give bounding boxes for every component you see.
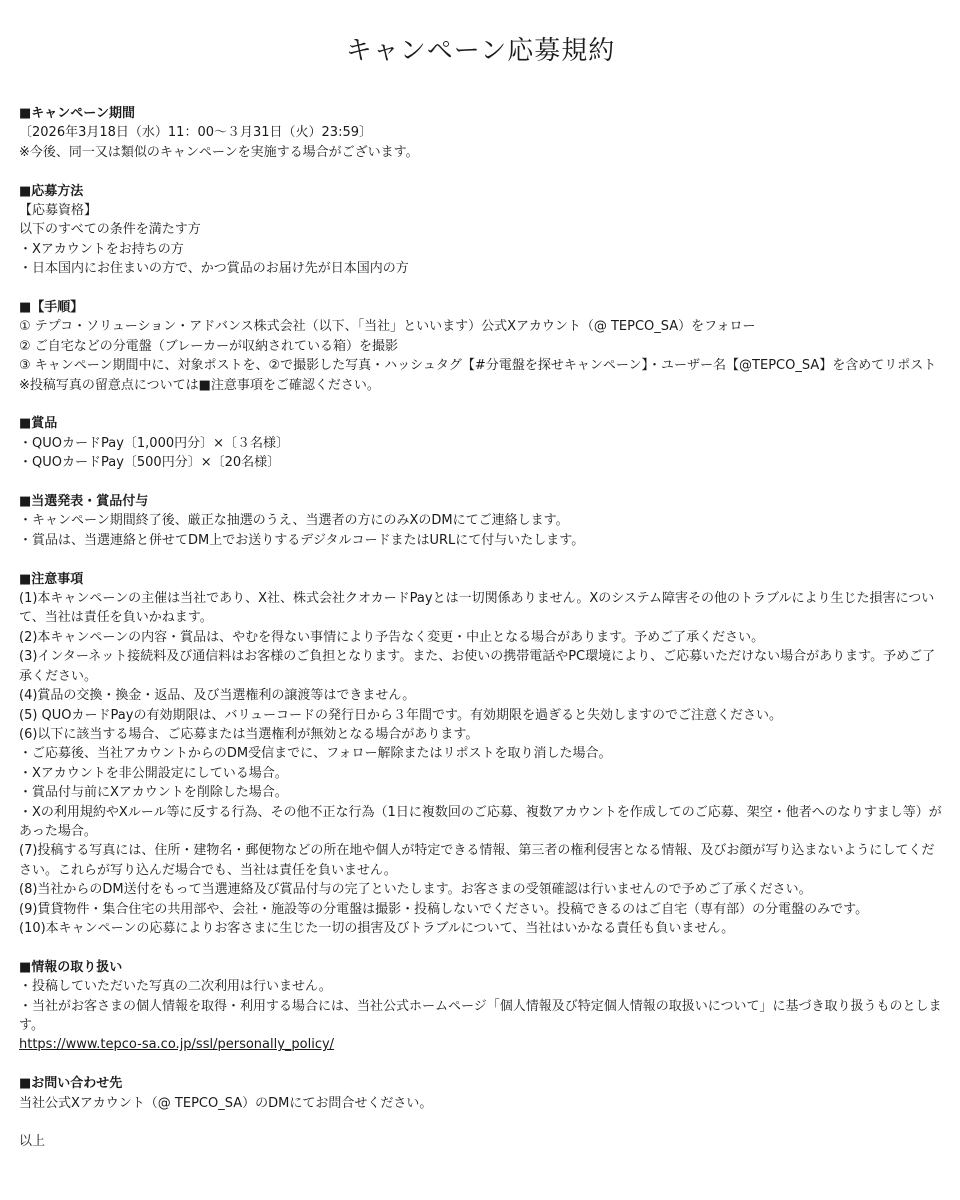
section-heading: ■応募方法 [19,183,84,199]
text-line: ① テプコ・ソリューション・アドバンス株式会社（以下、「当社」といいます）公式Xアカウント（@ TEPCO_SA）をフォロー [19,319,756,335]
text-line: ・ご応募後、当社アカウントからのDM受信までに、フォロー解除またはリポストを取り消した場合。 [19,746,612,762]
section-method [19,182,942,279]
text-line: ・QUOカードPay〔500円分〕×〔20名様〕 [19,455,281,471]
text-line: ・Xの利用規約やXルール等に反する行為、その他不正な行為（1日に複数回のご応募、複数アカウントを作成してのご応募、架空・他者へのなりすまし等）があった場合。 [19,804,942,839]
section-contact [19,1074,942,1113]
text-line: ・賞品付与前にXアカウントを削除した場合。 [19,785,288,801]
section-heading: ■当選発表・賞品付与 [19,494,149,510]
section-heading: ■注意事項 [19,571,84,587]
privacy-policy-link[interactable]: https://www.tepco-sa.co.jp/ssl/personally_policy/ [19,1037,335,1053]
text-line: (5) QUOカードPayの有効期限は、バリューコードの発行日から３年間です。有効期限を過ぎると失効しますのでご注意ください。 [19,707,783,723]
page-title: キャンペーン応募規約 [345,36,616,66]
text-line: (9)賃貸物件・集合住宅の共用部や、会社・施設等の分電盤は撮影・投稿しないでください。投稿できるのはご自宅（専有部）の分電盤のみです。 [19,901,869,917]
text-line: 以下のすべての条件を満たす方 [19,222,201,238]
text-line: ・投稿していただいた写真の二次利用は行いません。 [19,979,332,995]
text-line: (8)当社からのDM送付をもって当選連絡及び賞品付与の完了といたします。お客さまの受領確認は行いませんので予めご了承ください。 [19,882,812,898]
section-end [19,1132,942,1151]
text-line: (4)賞品の交換・換金・返品、及び当選権利の譲渡等はできません。 [19,688,416,704]
section-heading: ■情報の取り扱い [19,959,123,975]
section-notes [19,570,942,939]
text-line: (1)本キャンペーンの主催は当社であり、X社、株式会社クオカードPayとは一切関係ありません。Xのシステム障害その他のトラブルにより生じた損害について、当社は責任を負いかねます。 [19,591,935,626]
text-line: 【応募資格】 [19,203,98,219]
end-text: 以上 [19,1134,46,1150]
section-announcement [19,492,942,550]
text-line: ② ご自宅などの分電盤（ブレーカーが収納されている箱）を撮影 [19,338,399,354]
text-line: ・Xアカウントを非公開設定にしている場合。 [19,765,288,781]
section-heading: ■お問い合わせ先 [19,1076,123,1092]
text-line: (10)本キャンペーンの応募によりお客さまに生じた一切の損害及びトラブルについて、当社はいかなる責任も負いません。 [19,920,735,936]
text-line: ※投稿写真の留意点については■注意事項をご確認ください。 [19,377,380,393]
text-line: ※今後、同一又は類似のキャンペーンを実施する場合がございます。 [19,144,419,160]
section-heading: ■賞品 [19,416,58,432]
text-line: ③ キャンペーン期間中に、対象ポストを、②で撮影した写真・ハッシュタグ【#分電盤を探せキャンペーン】・ユーザー名【@TEPCO_SA】を含めてリポスト [19,358,937,374]
text-line: ・日本国内にお住まいの方で、かつ賞品のお届け先が日本国内の方 [19,261,409,277]
text-line: 〔2026年3月18日（水）11：00～３月31日（火）23:59〕 [19,125,372,141]
text-line: (7)投稿する写真には、住所・建物名・郵便物などの所在地や個人が特定できる情報、第三者の権利侵害となる情報、及びお顔が写り込まないようにしてください。これらが写り込んだ場合でも、当社は責任を負いません。 [19,843,935,878]
text-line: (2)本キャンペーンの内容・賞品は、やむを得ない事情により予告なく変更・中止となる場合があります。予めご了承ください。 [19,629,765,645]
text-line: (6)以下に該当する場合、ご応募または当選権利が無効となる場合があります。 [19,726,479,742]
section-period [19,104,942,162]
text-line: 当社公式Xアカウント（@ TEPCO_SA）のDMにてお問合せください。 [19,1095,433,1111]
section-privacy [19,958,942,1055]
section-steps [19,298,942,395]
text-line: ・賞品は、当選連絡と併せてDM上でお送りするデジタルコードまたはURLにて付与いたします。 [19,532,585,548]
text-line: ・QUOカードPay〔1,000円分〕×〔３名様〕 [19,435,290,451]
section-heading: ■キャンペーン期間 [19,106,136,121]
text-line: ・当社がお客さまの個人情報を取得・利用する場合には、当社公式ホームページ「個人情報及び特定個人情報の取扱いについて」に基づき取り扱うものとします。 [19,998,942,1033]
text-line: (3)インターネット接続料及び通信料はお客様のご負担となります。また、お使いの携帯電話やPC環境により、ご応募いただけない場合があります。予めご了承ください。 [19,649,936,684]
section-prizes [19,414,942,472]
section-heading: ■【手順】 [19,300,84,316]
text-line: ・Xアカウントをお持ちの方 [19,241,184,257]
text-line: ・キャンペーン期間終了後、厳正な抽選のうえ、当選者の方にのみXのDMにてご連絡します。 [19,513,569,529]
